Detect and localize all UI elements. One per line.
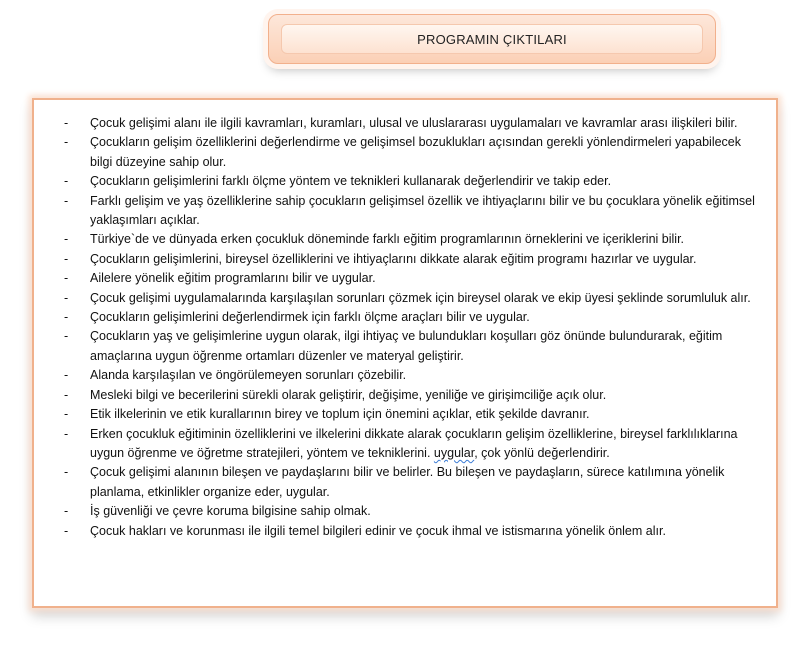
title-banner — [268, 14, 716, 64]
list-item-text: Farklı gelişim ve yaş özelliklerine sahip çocukların gelişimsel özellik ve ihtiyaçlarını bilir ve bu çocuklara yönelik eğitimsel yaklaşımları açıklar. — [90, 193, 755, 228]
bullet-dash: - — [64, 232, 69, 247]
list-item — [64, 522, 764, 541]
list-item — [64, 230, 764, 249]
bullet-dash: - — [64, 368, 69, 383]
list-item-text: Ailelere yönelik eğitim programlarını bilir ve uygular. — [90, 271, 376, 286]
bullet-dash: - — [64, 116, 69, 130]
list-item — [64, 308, 764, 327]
list-item — [64, 425, 764, 464]
list-item — [64, 327, 764, 366]
bullet-dash: - — [64, 193, 69, 208]
bullet-dash: - — [64, 135, 69, 150]
bullet-dash: - — [64, 407, 69, 422]
list-item — [64, 250, 764, 269]
list-item — [64, 114, 764, 133]
page-title: PROGRAMIN ÇIKTILARI — [417, 31, 567, 47]
list-item-text: Mesleki bilgi ve becerilerini sürekli olarak geliştirir, değişime, yeniliğe ve girişimciliğe açık olur. — [90, 387, 607, 402]
bullet-dash: - — [64, 329, 69, 344]
bullet-dash: - — [64, 387, 69, 402]
list-item-text: Çocukların gelişim özelliklerini değerlendirme ve gelişimsel bozuklukları açısından gerekli yönlendirmeleri yapabilecek bilgi düzeyine sahip olur. — [90, 135, 741, 169]
list-item-text: İş güvenliği ve çevre koruma bilgisine sahip olmak. — [90, 504, 371, 519]
title-inner-frame — [281, 24, 703, 54]
list-item — [64, 405, 764, 424]
list-item-text: Çocuk hakları ve korunması ile ilgili temel bilgileri edinir ve çocuk ihmal ve istismarına yönelik önlem alır. — [90, 523, 666, 538]
list-item-text: Çocukların gelişimlerini, bireysel özelliklerini ve ihtiyaçlarını dikkate alarak eğitim programı hazırlar ve uygular. — [90, 251, 697, 266]
list-item — [64, 463, 764, 502]
list-item-text: Çocukların yaş ve gelişimlerine uygun olarak, ilgi ihtiyaç ve bulundukları koşulları göz önünde bulundurarak, eğitim amaçlarına uygun öğrenme ortamları düzenler ve materyal geliştirir. — [90, 329, 723, 363]
list-item — [64, 386, 764, 405]
bullet-dash: - — [64, 251, 69, 266]
list-item-text: Çocuk gelişimi uygulamalarında karşılaşılan sorunları çözmek için bireysel olarak ve ekip üyesi şeklinde sorumluluk alır. — [90, 290, 751, 305]
list-item — [64, 269, 764, 288]
bullet-dash: - — [64, 310, 69, 325]
list-item — [64, 366, 764, 385]
list-item-text: Türkiye`de ve dünyada erken çocukluk döneminde farklı eğitim programlarının örneklerini ve içeriklerini bilir. — [90, 232, 685, 247]
spellcheck-underline: uygular — [433, 445, 475, 460]
list-item — [64, 192, 764, 231]
list-item-text: Çocukların gelişimlerini değerlendirmek için farklı ölçme araçları bilir ve uygular. — [90, 310, 530, 325]
list-item-text: Etik ilkelerinin ve etik kurallarının birey ve toplum için önemini açıklar, etik şekilde davranır. — [90, 407, 590, 422]
bullet-dash: - — [64, 504, 69, 519]
bullet-dash: - — [64, 426, 69, 441]
outcomes-panel — [32, 98, 778, 608]
bullet-dash: - — [64, 271, 69, 286]
bullet-dash: - — [64, 523, 69, 538]
list-item — [64, 172, 764, 191]
outcomes-list — [64, 114, 764, 541]
bullet-dash: - — [64, 465, 69, 480]
list-item-text: Çocukların gelişimlerini farklı ölçme yöntem ve teknikleri kullanarak değerlendirir ve takip eder. — [90, 174, 612, 189]
bullet-dash: - — [64, 290, 69, 305]
list-item-text: Çocuk gelişimi alanı ile ilgili kavramları, kuramları, ulusal ve uluslararası uygulamaları ve kavramlar arası ilişkileri bilir. — [90, 116, 738, 130]
list-item-text: Erken çocukluk eğitiminin özelliklerini ve ilkelerini dikkate alarak çocukların gelişim özelliklerine, bireysel farklılıklarına uygun öğrenme ve öğretme stratejileri, yöntem ve tekniklerini. uygular, çok yönlü değerlendirir. — [90, 426, 738, 460]
list-item — [64, 289, 764, 308]
list-item — [64, 502, 764, 521]
list-item-text: Çocuk gelişimi alanının bileşen ve paydaşlarını bilir ve belirler. Bu bileşen ve paydaşların, sürece katılımına yönelik planlama, etkinlikler organize eder, uygular. — [90, 465, 725, 499]
list-item-text: Alanda karşılaşılan ve öngörülemeyen sorunları çözebilir. — [90, 368, 407, 383]
bullet-dash: - — [64, 174, 69, 189]
list-item — [64, 133, 764, 172]
